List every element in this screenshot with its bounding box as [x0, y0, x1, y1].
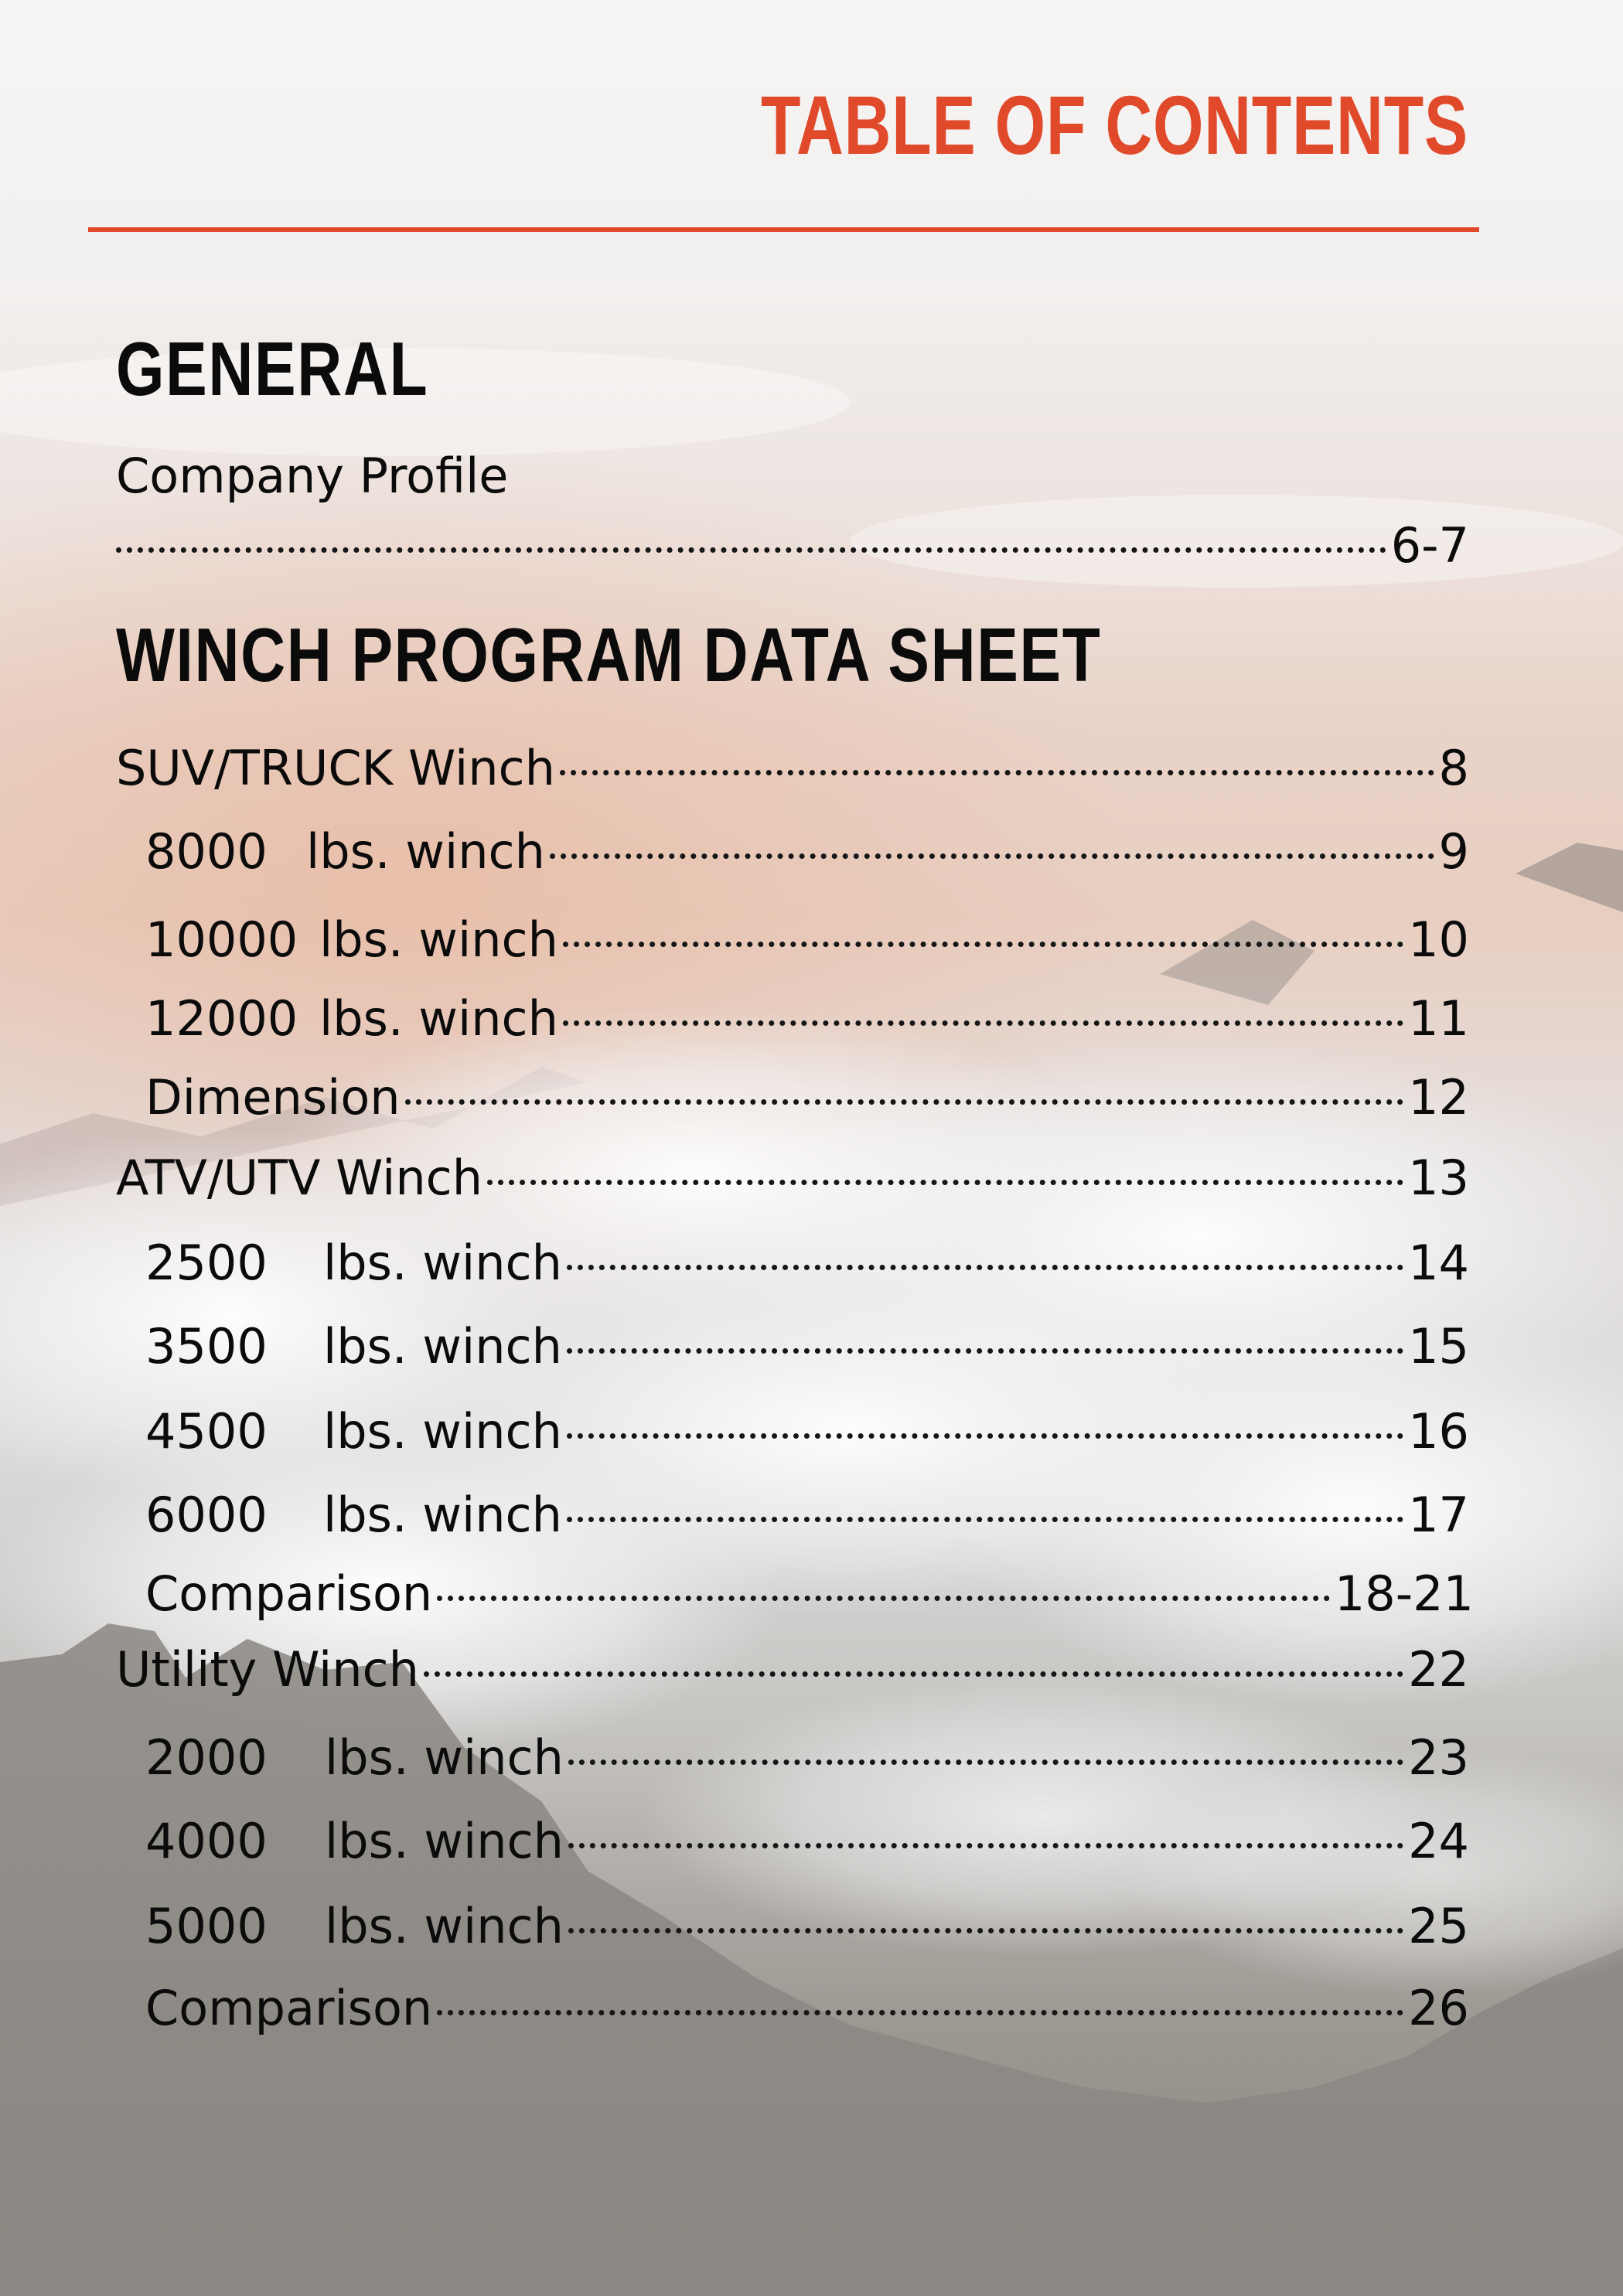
dot-leader — [568, 1759, 1403, 1765]
page-number: 16 — [1408, 1403, 1469, 1460]
capacity-value: 12000 — [145, 990, 298, 1047]
toc-entry[interactable] — [145, 1317, 1469, 1376]
dot-leader — [437, 1596, 1330, 1601]
dot-leader — [487, 1180, 1403, 1185]
toc-entry-label — [145, 1317, 562, 1376]
toc-entry[interactable] — [145, 1234, 1469, 1293]
dot-leader — [424, 1671, 1403, 1677]
capacity-unit: lbs. winch — [325, 1729, 564, 1786]
toc-entry-label: Dimension — [145, 1069, 401, 1126]
toc-entry-label: Comparison — [145, 1565, 433, 1622]
toc-entry[interactable] — [116, 1640, 1469, 1699]
page-number: 13 — [1408, 1150, 1469, 1206]
dot-leader — [563, 942, 1403, 947]
page-number: 12 — [1408, 1069, 1469, 1126]
page-number: 26 — [1408, 1980, 1469, 2036]
toc-entry-label — [145, 823, 545, 881]
dot-leader — [560, 770, 1434, 775]
capacity-unit: lbs. winch — [323, 1487, 562, 1543]
page-number: 11 — [1408, 990, 1469, 1047]
page-number: 17 — [1408, 1487, 1469, 1543]
toc-entry-label — [145, 1812, 564, 1871]
toc-entry[interactable] — [145, 1068, 1469, 1127]
toc-entry-label: Comparison — [145, 1980, 433, 2036]
title-divider — [88, 227, 1479, 232]
dot-leader — [567, 1517, 1403, 1522]
dot-leader — [567, 1348, 1403, 1354]
toc-entry[interactable] — [116, 1149, 1469, 1208]
dot-leader — [568, 1843, 1403, 1848]
capacity-value: 6000 — [145, 1487, 268, 1543]
toc-entry-label — [145, 990, 558, 1048]
capacity-unit: lbs. winch — [306, 823, 545, 880]
toc-entry-label: Utility Winch — [116, 1641, 419, 1698]
dot-leader — [550, 853, 1434, 859]
toc-entry[interactable] — [145, 1565, 1474, 1623]
toc-entry-label — [145, 1897, 564, 1956]
capacity-unit: lbs. winch — [323, 1403, 562, 1460]
capacity-unit: lbs. winch — [323, 1235, 562, 1291]
toc-entry[interactable] — [145, 1486, 1469, 1545]
dot-leader — [116, 547, 1386, 553]
page-number: 24 — [1408, 1813, 1469, 1869]
capacity-value: 10000 — [145, 911, 298, 968]
page-number: 23 — [1408, 1729, 1469, 1786]
capacity-value: 5000 — [145, 1898, 268, 1954]
capacity-value: 8000 — [145, 823, 268, 880]
dot-leader — [437, 2010, 1403, 2015]
page-number: 15 — [1408, 1318, 1469, 1375]
toc-entry[interactable] — [145, 1897, 1469, 1956]
toc-entry-label — [145, 1234, 562, 1293]
dot-leader — [405, 1099, 1404, 1105]
capacity-value: 2500 — [145, 1235, 268, 1291]
toc-entry[interactable] — [145, 990, 1469, 1048]
section-heading-general: GENERAL — [116, 326, 429, 411]
toc-entry-label — [145, 911, 558, 969]
toc-entry[interactable] — [145, 911, 1469, 969]
page-number: 25 — [1408, 1898, 1469, 1954]
toc-entry-label: SUV/TRUCK Winch — [116, 740, 555, 796]
dot-leader — [567, 1433, 1403, 1439]
page-number: 10 — [1408, 911, 1469, 968]
capacity-value: 4500 — [145, 1403, 268, 1460]
toc-entry[interactable] — [145, 1402, 1469, 1461]
toc-entry[interactable] — [116, 739, 1469, 798]
capacity-value: 3500 — [145, 1318, 268, 1375]
dot-leader — [563, 1020, 1403, 1026]
capacity-value: 4000 — [145, 1813, 268, 1869]
dot-leader — [567, 1265, 1403, 1270]
page-number: 8 — [1438, 740, 1469, 796]
toc-entry-company-profile[interactable] — [116, 516, 1469, 575]
capacity-unit: lbs. winch — [319, 911, 558, 968]
capacity-value: 2000 — [145, 1729, 268, 1786]
capacity-unit: lbs. winch — [325, 1898, 564, 1954]
page-number: 9 — [1438, 823, 1469, 880]
toc-entry[interactable] — [145, 1812, 1469, 1871]
toc-entry-label: ATV/UTV Winch — [116, 1150, 482, 1206]
page-number: 22 — [1408, 1641, 1469, 1698]
toc-entry-label[interactable]: Company Profile — [116, 448, 509, 504]
page-number: 18-21 — [1334, 1565, 1474, 1622]
toc-entry-label — [145, 1729, 564, 1787]
toc-entry[interactable] — [145, 1979, 1469, 2038]
section-heading-winch-program: WINCH PROGRAM DATA SHEET — [116, 612, 1102, 697]
dot-leader — [568, 1928, 1403, 1933]
toc-entry[interactable] — [145, 1729, 1469, 1787]
capacity-unit: lbs. winch — [323, 1318, 562, 1375]
toc-entry[interactable] — [145, 823, 1469, 881]
page-number: 6-7 — [1390, 517, 1469, 574]
page-title: TABLE OF CONTENTS — [761, 78, 1468, 172]
toc-entry-label — [145, 1402, 562, 1461]
page-number: 14 — [1408, 1235, 1469, 1291]
toc-entry-label — [145, 1486, 562, 1545]
capacity-unit: lbs. winch — [319, 990, 558, 1047]
capacity-unit: lbs. winch — [325, 1813, 564, 1869]
